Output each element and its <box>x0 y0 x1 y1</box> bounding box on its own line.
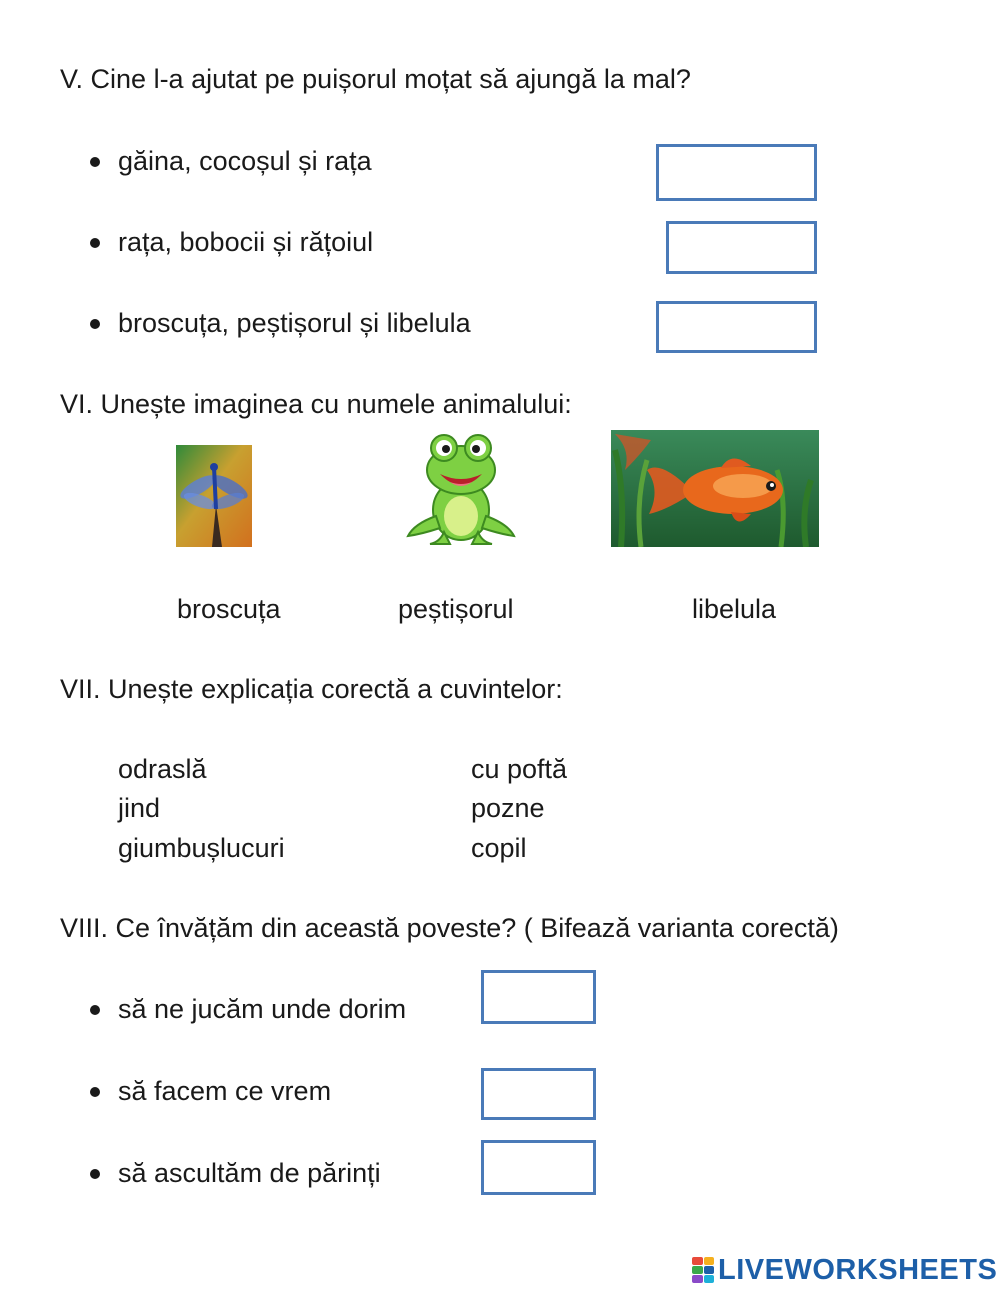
q7-meaning-2: pozne <box>471 793 545 823</box>
q5-option-3: broscuța, peștișorul și libelula <box>118 308 471 338</box>
q8-option-2: să facem ce vrem <box>118 1076 332 1106</box>
bullet <box>90 1169 100 1179</box>
bullet <box>90 238 100 248</box>
q8-checkbox-1[interactable] <box>481 970 596 1024</box>
q8-checkbox-3[interactable] <box>481 1140 596 1195</box>
logo-text: LIVEWORKSHEETS <box>718 1253 998 1286</box>
q8-checkbox-2[interactable] <box>481 1068 596 1120</box>
q5-checkbox-1[interactable] <box>656 144 817 201</box>
q5-checkbox-3[interactable] <box>656 301 817 353</box>
bullet <box>90 1005 100 1015</box>
q5-title: V. Cine l-a ajutat pe puișorul moțat să ajungă la mal? <box>60 64 691 94</box>
q7-meaning-3: copil <box>471 833 527 863</box>
q8-option-1: să ne jucăm unde dorim <box>118 994 407 1024</box>
q6-name-3: libelula <box>692 594 777 624</box>
q7-word-2: jind <box>118 793 161 823</box>
q5-option-2: rața, bobocii și rățoiul <box>118 227 374 257</box>
q6-name-2: peștișorul <box>398 594 514 624</box>
q7-title: VII. Unește explicația corectă a cuvintelor: <box>60 674 563 704</box>
logo-mark-icon <box>692 1257 714 1283</box>
q5-option-1: găina, cocoșul și rața <box>118 146 372 176</box>
q7-meaning-1: cu poftă <box>471 754 568 784</box>
goldfish-image <box>611 430 819 547</box>
frog-image <box>400 424 522 546</box>
q5-checkbox-2[interactable] <box>666 221 817 274</box>
dragonfly-image <box>176 445 252 547</box>
q8-option-3: să ascultăm de părinți <box>118 1158 381 1188</box>
q7-word-3: giumbușlucuri <box>118 833 285 863</box>
q8-title: VIII. Ce învățăm din această poveste? ( Bifează varianta corectă) <box>60 913 839 943</box>
bullet <box>90 157 100 167</box>
q7-word-1: odraslă <box>118 754 207 784</box>
liveworksheets-logo <box>692 1254 997 1286</box>
q6-name-1: broscuța <box>177 594 281 624</box>
q6-title: VI. Unește imaginea cu numele animalului: <box>60 389 572 419</box>
bullet <box>90 1087 100 1097</box>
bullet <box>90 319 100 329</box>
